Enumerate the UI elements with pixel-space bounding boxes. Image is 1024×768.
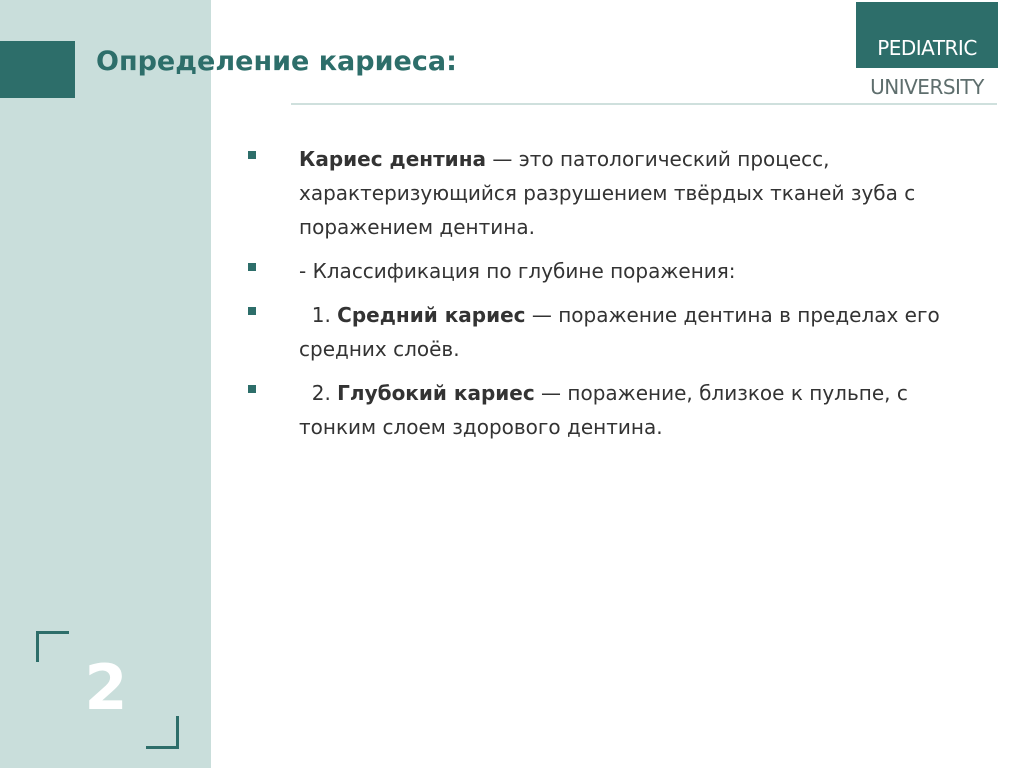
bullet-list <box>248 142 988 454</box>
bullet-term: Средний кариес <box>337 303 526 327</box>
square-bullet-icon <box>248 385 256 393</box>
square-bullet-icon <box>248 263 256 271</box>
title-accent-block <box>0 41 75 98</box>
bullet-heading: - Классификация по глубине поражения: <box>299 259 736 283</box>
bullet-text <box>299 298 988 366</box>
bullet-term: Кариес дентина <box>299 147 487 171</box>
bullet-item <box>248 254 988 288</box>
bullet-number: 1. <box>299 303 338 327</box>
title-divider <box>291 103 997 105</box>
bullet-definition: — это патологический процесс, характеризующийся разрушением твёрдых тканей зуба с поражением дентина. <box>299 147 922 239</box>
bullet-text <box>299 142 988 244</box>
bullet-definition: — поражение, близкое к пульпе, с тонким слоем здорового дентина. <box>299 381 915 439</box>
bullet-text <box>299 254 988 288</box>
bullet-item <box>248 376 988 444</box>
logo-text-pediatric: PEDIATRIC <box>877 36 977 60</box>
bullet-item <box>248 142 988 244</box>
bullet-number: 2. <box>299 381 338 405</box>
bullet-term: Глубокий кариес <box>337 381 535 405</box>
page-number: 2 <box>84 651 128 724</box>
square-bullet-icon <box>248 151 256 159</box>
bullet-definition: — поражение дентина в пределах его средних слоёв. <box>299 303 947 361</box>
square-bullet-icon <box>248 307 256 315</box>
corner-bracket-top-left <box>36 631 69 662</box>
bullet-text <box>299 376 988 444</box>
corner-bracket-bottom-right <box>146 716 179 749</box>
logo-text-university: UNIVERSITY <box>870 75 984 99</box>
slide-title: Определение кариеса: <box>96 46 457 77</box>
bullet-item <box>248 298 988 366</box>
